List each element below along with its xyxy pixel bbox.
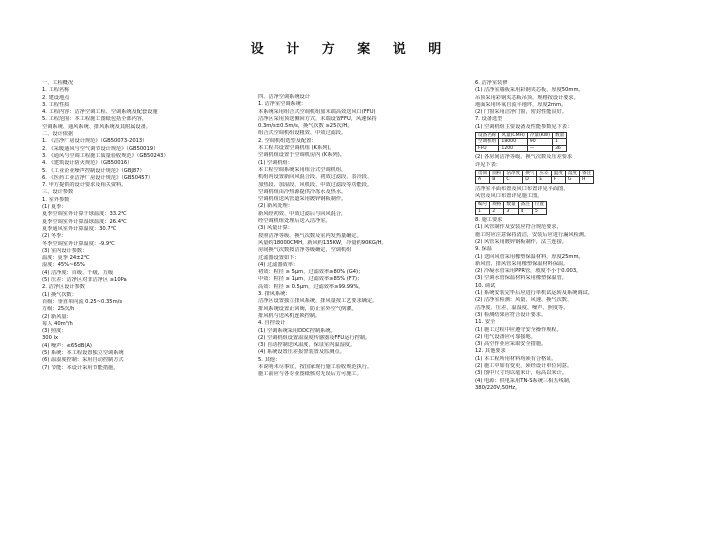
text-line: 4. 自控设计: [258, 320, 286, 327]
text-line: 380/220V,50Hz。: [475, 384, 521, 391]
text-line: (4) 系统设置压差报警装置及监测点。: [258, 349, 345, 356]
text-line: 洁净度、压差、温湿度、噪声、照度等。: [475, 304, 569, 311]
table-cell: 1: [552, 139, 566, 145]
text-line: (3) 图中尺寸均以毫米计，标高以米计。: [475, 370, 567, 377]
table-cell: 1200: [499, 145, 527, 151]
table-cell: 冷量(KW): [527, 133, 552, 139]
table-cell: E: [537, 177, 551, 183]
text-line: 冬季空调室外计算温度：-9.9℃: [42, 240, 116, 247]
text-line: 三、设计参数: [42, 189, 74, 196]
text-line: 施工前应与各专业图纸核对无误后方可施工。: [258, 371, 362, 378]
text-line: 地面采用环氧自流平地坪，厚度2mm。: [475, 101, 567, 108]
text-line: 9. 保温: [475, 246, 492, 253]
text-line: 5. 其他：: [258, 356, 281, 363]
text-line: 过滤器设置如下：: [258, 254, 300, 261]
text-line: (1) 本工程所用材料均须有合格证。: [475, 355, 557, 362]
text-line: 温度：夏季 24±2℃: [42, 255, 90, 262]
text-line: (2) 新风处理：: [258, 203, 293, 210]
text-line: 风量约18000CMH，新风约135KW，冷量约90KG/H。: [258, 239, 387, 246]
text-line: 空调机组设置于空调机房内 (K系列)。: [258, 152, 345, 159]
spec-table: [475, 201, 547, 215]
text-line: (1) 风管制作及安装应符合规范要求，: [475, 224, 562, 231]
table-cell: 压差: [537, 170, 551, 176]
text-line: 1. 洁净室空调系统：: [258, 101, 307, 108]
text-line: (1) 空调机组主要设备及性能参数见下表：: [475, 123, 573, 130]
table-cell: D: [523, 177, 537, 183]
table-cell: 风量(CMH): [499, 133, 527, 139]
text-line: 5. 《工业企业噪声控制设计规范》（GBJ87）: [42, 167, 145, 174]
text-line: (2) 新风量：: [42, 313, 72, 320]
text-line: 2. 洁净区设计参数: [42, 284, 85, 291]
text-line: 1. 《洁净厂房设计规范》（GB50073-2013）: [42, 138, 148, 145]
text-line: 6. 洁净室装修: [475, 80, 508, 86]
table-cell: 编号: [476, 202, 490, 208]
table-cell: 湿度: [565, 170, 579, 176]
text-line: (3) 空调水管保温材料采用橡塑保温管。: [475, 275, 567, 282]
table-cell: 备注: [580, 170, 594, 176]
text-line: 百级：垂直单向流 0.25~0.35m/s: [42, 298, 123, 305]
table-cell: G: [565, 177, 579, 183]
table-cell: 位置: [532, 202, 546, 208]
text-line: 0.3m/s±0.5m/s，换气次数 ≥25次/H。: [258, 123, 353, 130]
text-line: (3) 照度：: [42, 328, 67, 335]
text-line: (4) 洁净度：百级、千级、万级: [42, 269, 114, 276]
text-line: (4) 噪声：≤65dB(A): [42, 342, 92, 349]
table-cell: B: [490, 177, 504, 183]
table-cell: 备注: [518, 202, 532, 208]
text-line: 加热段、加湿段、风机段、中效过滤段等功能段。: [258, 181, 373, 188]
text-line: 二、设计依据: [42, 131, 74, 138]
text-line: 1. 室外参数: [42, 196, 70, 203]
text-line: (1) 系统安装完毕后应进行单机试运转及系统调试。: [475, 290, 593, 297]
text-line: (3) 风量计算：: [258, 225, 293, 232]
text-line: 6. 《医药工业洁净厂房设计规范》（GB50457）: [42, 174, 154, 181]
text-line: 空调系统、通风系统、排风系统及其附属设备。: [42, 123, 151, 130]
text-line: 排风系统设置止回阀，防止室外空气倒灌。: [258, 305, 357, 312]
text-line: (1) 洁净室墙板采用彩钢夹芯板，厚度50mm。: [475, 87, 584, 94]
text-line: 1. 工程名称: [42, 87, 70, 94]
text-line: 经空调机组处理后送入洁净室。: [258, 218, 331, 225]
text-line: 洁净区设置独立排风系统，排风量按工艺要求确定。: [258, 298, 378, 305]
text-line: 夏季空调室外计算湿球温度：26.4℃: [42, 218, 127, 225]
spec-table: [475, 132, 567, 152]
text-line: 3. 《通风与空调工程施工质量验收规范》（GB50243）: [42, 152, 169, 159]
text-line: (1) 送回风管采用橡塑保温材料，厚度25mm。: [475, 253, 584, 260]
text-line: (7) 节能：本设计采用节能措施。: [42, 364, 119, 371]
document-title: 设 计 方 案 说 明: [250, 42, 451, 57]
text-line: 夏季通风室外计算温度：30.7℃: [42, 225, 117, 232]
table-cell: 面积: [490, 170, 504, 176]
text-line: 空调机组由冷热源提供冷冻水及热水。: [258, 188, 347, 195]
table-cell: 90: [527, 139, 552, 145]
text-line: 万级：25次/h: [42, 306, 75, 313]
text-line: 每人 40m³/h: [42, 320, 73, 327]
text-line: 7. 甲方提供的设计要求及相关资料。: [42, 182, 127, 189]
text-line: (5) 压差：洁净区对非洁净区 ≥10Pa: [42, 277, 127, 284]
text-line: 新风经初效、中效过滤后与回风混合，: [258, 210, 347, 217]
text-line: (5) 系统：本工程设置独立空调系统: [42, 349, 124, 356]
text-line: 2. 《采暖通风与空气调节设计规范》（GB50019）: [42, 145, 159, 152]
text-line: 洁净室平面布置及风口布置详见平面图，: [475, 185, 569, 192]
text-line: 12. 其他要求: [475, 348, 506, 355]
spec-table: [475, 170, 594, 184]
text-line: (6) 温湿度控制：采用自动控制方式: [42, 357, 124, 364]
text-line: (2) 电气设备应可靠接地。: [475, 333, 536, 340]
text-line: 本说明未尽事宜，按国家现行施工验收规范执行。: [258, 363, 373, 370]
text-line: 夏季空调室外计算干球温度：33.2℃: [42, 211, 127, 218]
text-line: (3) 自动控制送风温度，保证室内温湿度。: [258, 342, 356, 349]
text-line: 4. 工程内容：洁净空调工程、空调系统及配套设施: [42, 109, 158, 116]
text-line: 初效：粒径 ≥ 5μm，过滤效率≥80% (G4)；: [258, 269, 364, 276]
table-cell: 规格: [490, 202, 504, 208]
text-line: 排风机与送风机连锁控制。: [258, 312, 321, 319]
table-cell: 4: [518, 208, 532, 214]
right-column: [475, 80, 665, 545]
text-line: 一、工程概况: [42, 80, 74, 86]
text-line: 3. 工程性质: [42, 101, 70, 108]
text-line: 300 lx: [42, 335, 59, 342]
table-cell: 2: [490, 208, 504, 214]
text-line: 按照洁净等级、换气次数及室内发热量确定。: [258, 232, 362, 239]
table-cell: 设备名称: [476, 133, 499, 139]
table-cell: 数量: [552, 133, 566, 139]
table-row: [476, 208, 547, 214]
table-cell: 1: [476, 208, 490, 214]
text-line: (3) 检测结果应符合设计要求。: [475, 311, 547, 318]
table-cell: 18000: [499, 139, 527, 145]
text-line: (4) 过滤器效率：: [258, 261, 299, 268]
text-line: 5. 工程范围：本工程施工图纸包括全部内容，: [42, 116, 148, 123]
text-line: 详见下表：: [475, 161, 501, 168]
table-cell: 洁净度: [504, 170, 523, 176]
table-cell: 数量: [504, 202, 518, 208]
table-cell: C: [504, 177, 523, 183]
text-line: (2) 门窗采用洁净门窗，密封性能良好。: [475, 109, 567, 116]
text-line: 3. 排风系统：: [258, 291, 291, 298]
left-column: [42, 80, 192, 545]
text-line: (1) 换气次数：: [42, 291, 77, 298]
text-line: 湿度：45%~65%: [42, 262, 85, 269]
table-cell: 换气: [523, 170, 537, 176]
table-cell: 温度: [551, 170, 565, 176]
table-cell: 3: [504, 208, 518, 214]
text-line: 组合式空调机组设粗效、中效过滤段。: [258, 130, 347, 137]
table-cell: 36: [552, 145, 566, 151]
text-line: (2) 风管采用镀锌钢板制作，法兰连接。: [475, 239, 567, 245]
table-row: [476, 145, 567, 151]
table-cell: 空调机组: [476, 139, 499, 145]
text-line: 2. 空调机组选型及配置：: [258, 137, 317, 144]
text-line: 空调机组送风管道采用镀锌钢板制作。: [258, 196, 347, 203]
text-line: 7. 设备选型: [475, 116, 503, 123]
text-line: 本工程共设置空调机组 (K系列)。: [258, 145, 335, 152]
table-cell: A: [476, 177, 490, 183]
text-line: 中效：粒径 ≥ 1μm，过滤效率≥85% (F7)；: [258, 276, 363, 283]
table-cell: FFU: [476, 145, 499, 151]
middle-column: [258, 94, 408, 544]
text-line: 11. 安全: [475, 319, 496, 326]
text-line: 本工程空调系统采用组合式空调机组，: [258, 166, 347, 173]
text-line: (2) 施工中如有变更，须经设计单位同意。: [475, 363, 573, 370]
text-line: 10. 调试: [475, 282, 496, 289]
text-line: (1) 空调机组：: [258, 159, 293, 166]
text-line: (2) 冬季：: [42, 233, 67, 240]
text-line: 高效：粒径 ≥ 0.5μm，过滤效率≥99.99%。: [258, 283, 364, 290]
text-line: 4. 《建筑设计防火规范》（GB50016）: [42, 160, 133, 167]
text-line: (1) 施工过程中应遵守安全操作规程。: [475, 326, 562, 333]
text-line: (2) 空调机组设置温湿度传感器及FFU运行控制。: [258, 334, 371, 341]
text-line: 洁净区采用顶送侧回方式，末端设置FFU，风速保持: [258, 115, 377, 122]
table-cell: F: [551, 177, 565, 183]
text-line: 四、洁净空调系统设计: [258, 94, 310, 100]
text-line: (1) 空调系统采用DDC控制系统。: [258, 327, 336, 334]
table-cell: 房间: [476, 170, 490, 176]
text-line: (2) 各房间洁净等级、换气次数及压差要求: [475, 154, 573, 161]
text-line: 新风管、排风管采用橡塑保温材料保温。: [475, 260, 569, 267]
text-line: 8. 施工要求: [475, 217, 503, 224]
table-cell: H: [580, 177, 594, 183]
table-cell: 5: [532, 208, 546, 214]
text-line: 施工时应注意保持清洁，安装后应进行漏风检测。: [475, 231, 590, 238]
text-line: (4) 电源：供电采用TN-S系统三相五线制，: [475, 377, 575, 384]
text-line: 机组内设置新回风混合段、初效过滤段、表冷段、: [258, 174, 373, 181]
text-line: 吊顶采用彩钢夹芯板吊顶，规格按设计要求。: [475, 94, 579, 101]
text-line: (3) 高空作业应采取安全措施。: [475, 341, 547, 348]
table-row: [476, 202, 547, 208]
text-line: (1) 夏季：: [42, 204, 67, 211]
text-line: 本系统采用组合式空调机组加末端高效送风口(FFU): [258, 108, 376, 115]
table-row: [476, 177, 594, 183]
text-line: (2) 冷凝水管采用PPR管，坡度不小于0.003。: [475, 268, 582, 275]
text-line: 风管及风口布置详见施工图。: [475, 193, 543, 199]
text-line: (2) 洁净室检测：风量、风速、换气次数、: [475, 297, 573, 304]
text-line: 房间换气次数按洁净等级确定，空调机组: [258, 247, 352, 254]
text-line: (3) 室内设计参数：: [42, 247, 88, 254]
table-cell: —: [527, 145, 552, 151]
text-line: 2. 建设地点: [42, 94, 70, 101]
